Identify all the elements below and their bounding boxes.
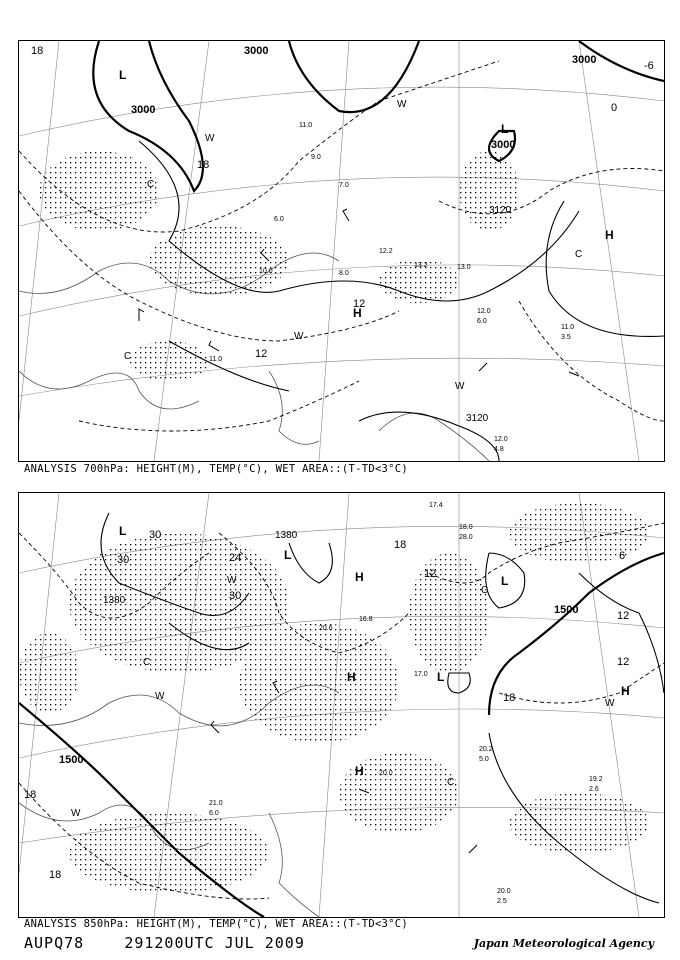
chart-caption-700hpa: ANALYSIS 700hPa: HEIGHT(M), TEMP(°C), WET AREA::(T-TD<3°C): [24, 463, 409, 475]
warm-marker: W: [397, 99, 407, 110]
station-value: 20.6: [319, 625, 333, 632]
low-center: L: [501, 122, 509, 136]
station-value: 13.0: [457, 264, 471, 271]
low-center: L: [119, 524, 127, 538]
contour-label: 3000: [131, 104, 156, 116]
cold-marker: C: [147, 179, 155, 190]
isotherm-label: 18: [197, 159, 210, 171]
high-center: H: [347, 670, 356, 684]
isotherm-label: 18: [503, 692, 516, 704]
station-value: 9.0: [311, 154, 321, 161]
high-center: H: [355, 764, 364, 778]
low-center: L: [119, 68, 127, 82]
station-value: 19.2: [589, 776, 603, 783]
station-value: 11.0: [209, 356, 223, 363]
station-value: 6.0: [274, 216, 284, 223]
cold-marker: C: [481, 585, 489, 596]
map-850hpa: [19, 493, 664, 917]
isotherm-label: 6: [619, 550, 626, 562]
low-center: L: [501, 574, 509, 588]
contour-label: 1500: [59, 754, 84, 766]
station-value: 18.0: [459, 524, 473, 531]
isotherm-label: 12: [353, 298, 366, 310]
contour-labels: [131, 45, 596, 151]
isotherm-label: 12: [424, 568, 437, 580]
station-value: 4.8: [494, 446, 504, 453]
station-value: 2.5: [497, 898, 507, 905]
graticule: [19, 41, 664, 461]
station-value: 5.0: [479, 756, 489, 763]
isotherms: [19, 61, 664, 431]
station-value: 6.0: [477, 318, 487, 325]
isotherm-label: 30: [117, 554, 130, 566]
station-value: 12.0: [477, 308, 491, 315]
station-value: 21.0: [209, 800, 223, 807]
high-center: H: [621, 684, 630, 698]
high-center: H: [355, 570, 364, 584]
wet-areas: [19, 503, 649, 893]
isotherm-label: 12: [617, 610, 630, 622]
isotherm-label: 18: [49, 869, 62, 881]
station-value: 20.0: [497, 888, 511, 895]
agency-credit: Japan Meteorological Agency: [473, 937, 654, 950]
isotherm-label: 30: [149, 529, 162, 541]
cold-marker: C: [124, 351, 132, 362]
chart-code: AUPQ78: [24, 934, 85, 952]
station-value: 12.0: [494, 436, 508, 443]
contour-label: 3120: [489, 205, 512, 216]
high-center: H: [605, 228, 614, 242]
station-value: 12.2: [379, 248, 393, 255]
station-value: 17.4: [429, 502, 443, 509]
low-center: L: [284, 548, 292, 562]
station-value: 3.5: [561, 334, 571, 341]
contour-label: 3000: [491, 139, 516, 151]
isotherm-label: 0: [611, 102, 618, 114]
map-700hpa: [19, 41, 664, 461]
chart-panel-700hpa: [18, 40, 665, 462]
isotherm-label: 18: [31, 45, 44, 57]
chart-datetime: 291200UTC JUL 2009: [124, 934, 305, 952]
high-center: H: [353, 306, 362, 320]
station-value: 6.0: [209, 810, 219, 817]
warm-marker: W: [294, 331, 304, 342]
isotherm-label: 30: [229, 590, 242, 602]
station-value: 28.0: [459, 534, 473, 541]
cold-marker: C: [447, 777, 455, 788]
isotherm-label: -6: [644, 60, 654, 72]
station-value: 13.2: [414, 262, 428, 269]
warm-marker: W: [205, 133, 215, 144]
isotherm-label: 12: [617, 656, 630, 668]
station-value: 7.0: [339, 182, 349, 189]
station-value: 8.0: [339, 270, 349, 277]
station-value: 2.6: [589, 786, 599, 793]
contour-label: 3000: [244, 45, 269, 57]
chart-caption-850hpa: ANALYSIS 850hPa: HEIGHT(M), TEMP(°C), WET AREA::(T-TD<3°C): [24, 918, 409, 930]
low-center: L: [437, 670, 445, 684]
station-value: 17.0: [414, 671, 428, 678]
station-value: 16.8: [359, 616, 373, 623]
contour-label: 1500: [554, 604, 579, 616]
contour-label: 1380: [275, 530, 298, 541]
contour-label: 3120: [466, 413, 489, 424]
station-value: 10.0: [259, 268, 273, 275]
chart-panel-850hpa: [18, 492, 665, 918]
station-value: 11.0: [299, 122, 313, 129]
warm-marker: W: [227, 575, 237, 586]
cold-marker: C: [575, 249, 583, 260]
contour-label: 1380: [103, 595, 126, 606]
warm-marker: W: [71, 808, 81, 819]
chart-code-and-time: [24, 934, 305, 952]
warm-marker: W: [155, 691, 165, 702]
cold-marker: C: [143, 657, 151, 668]
warm-marker: W: [605, 698, 615, 709]
isotherm-label: 24: [229, 552, 242, 564]
height-contours-thin: [139, 141, 664, 461]
isotherm-label: 12: [255, 348, 268, 360]
station-value: 11.0: [561, 324, 575, 331]
station-value: 20.2: [479, 746, 493, 753]
warm-marker: W: [455, 381, 465, 392]
isotherm-label: 18: [394, 539, 407, 551]
isotherm-label: 18: [24, 789, 37, 801]
station-value: 20.0: [379, 770, 393, 777]
contour-label: 3000: [572, 54, 597, 66]
